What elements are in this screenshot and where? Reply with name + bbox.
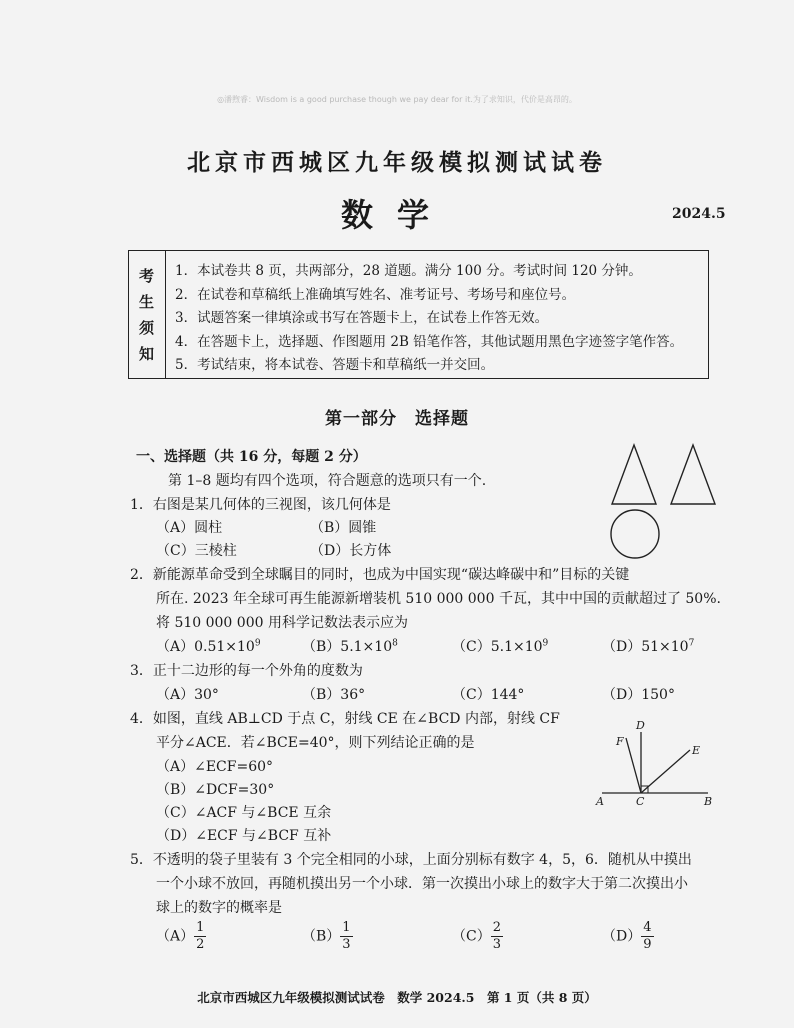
exam-date: 2024.5 xyxy=(672,206,726,222)
fraction: $\frac{2}{3}$ xyxy=(492,920,501,952)
q5-stem-line: 5．不透明的袋子里装有 3 个完全相同的小球，上面分别标有数字 4，5，6．随机从中摸出 xyxy=(130,852,692,868)
fraction: $\frac{1}{2}$ xyxy=(196,920,205,952)
label-a: A xyxy=(596,795,604,808)
q4-option-b: （B）∠DCF=30° xyxy=(156,782,275,798)
q5-option-d: （D） $\frac{4}{9}$ xyxy=(602,920,652,952)
notice-line: 2．在试卷和草稿纸上准确填写姓名、准考证号、考场号和座位号。 xyxy=(175,287,576,303)
ray-cf xyxy=(626,738,641,793)
side-view-triangle xyxy=(671,445,715,504)
q1-option-a: （A）圆柱 xyxy=(156,520,223,536)
q3-stem: 3．正十二边形的每一个外角的度数为 xyxy=(130,663,363,679)
notice-head-char: 知 xyxy=(139,345,155,363)
q4-stem-line: 4．如图，直线 AB⊥CD 于点 C，射线 CE 在∠BCD 内部，射线 CF xyxy=(130,711,560,727)
notice-head-char: 须 xyxy=(139,319,155,337)
label-b: B xyxy=(704,795,713,808)
q4-option-c: （C）∠ACF 与∠BCE 互余 xyxy=(156,805,332,821)
label-c: C xyxy=(636,795,645,808)
notice-line: 1．本试卷共 8 页，共两部分，28 道题。满分 100 分。考试时间 120 分钟。 xyxy=(175,263,642,279)
q4-stem-line: 平分∠ACE．若∠BCE=40°，则下列结论正确的是 xyxy=(156,735,475,751)
notice-head xyxy=(129,251,166,378)
q3-option-b: （B）36° xyxy=(302,687,366,703)
subject-title: 数学 xyxy=(340,196,453,234)
angle-figure xyxy=(590,718,720,810)
notice-box xyxy=(128,250,709,379)
section-instruction: 第 1–8 题均有四个选项，符合题意的选项只有一个. xyxy=(168,473,487,489)
notice-head-char: 生 xyxy=(139,293,155,311)
notice-line: 4．在答题卡上，选择题、作图题用 2B 铅笔作答，其他试题用黑色字迹签字笔作答。 xyxy=(175,334,684,350)
notice-head-char: 考 xyxy=(139,267,155,285)
q3-option-a: （A）30° xyxy=(156,687,219,703)
q4-option-d: （D）∠ECF 与∠BCF 互补 xyxy=(156,828,332,844)
label-d: D xyxy=(636,719,645,732)
q2-stem-line: 2．新能源革命受到全球瞩目的同时，也成为中国实现“碳达峰碳中和”目标的关键 xyxy=(130,567,630,583)
q1-option-b: （B）圆锥 xyxy=(310,520,377,536)
front-view-triangle xyxy=(612,445,656,504)
q5-option-a: （A） $\frac{1}{2}$ xyxy=(156,920,205,952)
q5-option-b: （B） $\frac{1}{3}$ xyxy=(302,920,351,952)
fraction: $\frac{1}{3}$ xyxy=(342,920,351,952)
top-view-circle xyxy=(611,510,659,558)
q2-stem-line: 所在. 2023 年全球可再生能源新增装机 510 000 000 千瓦，其中中国的贡献超过了 50%. xyxy=(156,591,721,607)
section-heading: 一、选择题（共 16 分，每题 2 分） xyxy=(136,449,367,465)
q1-option-d: （D）长方体 xyxy=(310,543,392,559)
watermark: ◎潘煦睿：Wisdom is a good purchase though we pay dear for it.为了求知识，代价是高昂的。 xyxy=(217,95,577,104)
notice-line: 5．考试结束，将本试卷、答题卡和草稿纸一并交回。 xyxy=(175,357,495,373)
q4-option-a: （A）∠ECF=60° xyxy=(156,759,274,775)
notice-line: 3．试题答案一律填涂或书写在答题卡上，在试卷上作答无效。 xyxy=(175,310,549,326)
q2-option-b: $(B)5.1\times 10^8$ xyxy=(302,638,398,655)
q3-option-d: （D）150° xyxy=(602,687,675,703)
q5-stem-line: 一个小球不放回，再随机摸出另一个小球．第一次摸出小球上的数字大于第二次摸出小 xyxy=(156,876,688,892)
label-f: F xyxy=(616,735,624,748)
fraction: $\frac{4}{9}$ xyxy=(643,920,652,952)
q2-option-a: $(A)0.51\times 10^9$ xyxy=(156,638,261,655)
part-title: 第一部分 选择题 xyxy=(325,409,469,429)
q3-option-c: （C）144° xyxy=(452,687,525,703)
q1-stem: 1．右图是某几何体的三视图，该几何体是 xyxy=(130,497,391,513)
three-view-figure xyxy=(605,438,725,563)
page-footer: 北京市西城区九年级模拟测试试卷 数学 2024.5 第 1 页（共 8 页） xyxy=(197,990,597,1005)
q5-option-c: （C） $\frac{2}{3}$ xyxy=(452,920,501,952)
q2-option-d: $(D)51\times 10^7$ xyxy=(602,638,695,655)
q2-stem-line: 将 510 000 000 用科学记数法表示应为 xyxy=(156,615,408,631)
exam-title: 北京市西城区九年级模拟测试试卷 xyxy=(187,150,607,176)
q1-option-c: （C）三棱柱 xyxy=(156,543,237,559)
q2-option-c: $(C)5.1\times 10^9$ xyxy=(452,638,549,655)
label-e: E xyxy=(692,744,701,757)
q5-stem-line: 球上的数字的概率是 xyxy=(156,900,282,916)
